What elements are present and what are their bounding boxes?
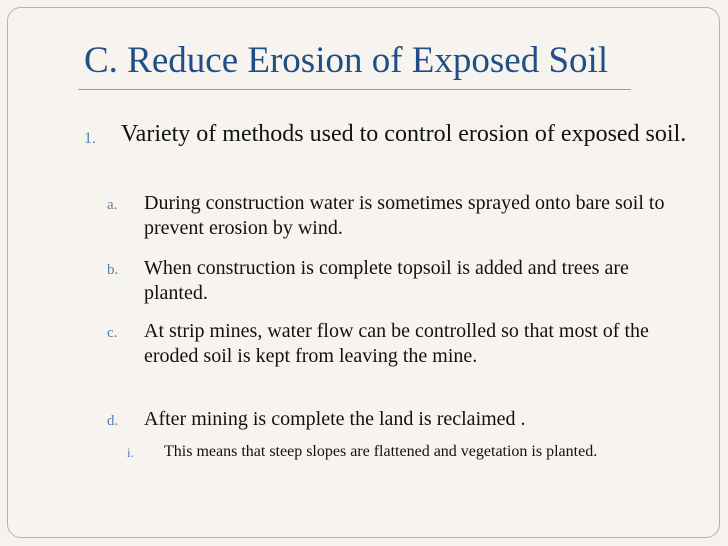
list-marker: a.: [107, 197, 118, 213]
list-marker: 1.: [84, 130, 96, 147]
list-marker: d.: [107, 413, 119, 429]
list-item-text: When construction is complete topsoil is added and trees are planted.: [144, 257, 629, 304]
list-item-text: During construction water is sometimes sprayed onto bare soil to prevent erosion by wind.: [144, 192, 665, 239]
list-item-text: Variety of methods used to control erosion of exposed soil.: [121, 121, 687, 147]
list-marker: i.: [127, 445, 134, 460]
list-item-text: After mining is complete the land is reclaimed .: [144, 408, 526, 430]
slide-title: C. Reduce Erosion of Exposed Soil: [84, 40, 609, 81]
list-item-text: This means that steep slopes are flattened and vegetation is planted.: [164, 443, 598, 460]
list-marker: c.: [107, 325, 118, 341]
list-marker: b.: [107, 262, 119, 278]
list-item-text: At strip mines, water flow can be controlled so that most of the eroded soil is kept from leaving the mine.: [144, 320, 649, 367]
